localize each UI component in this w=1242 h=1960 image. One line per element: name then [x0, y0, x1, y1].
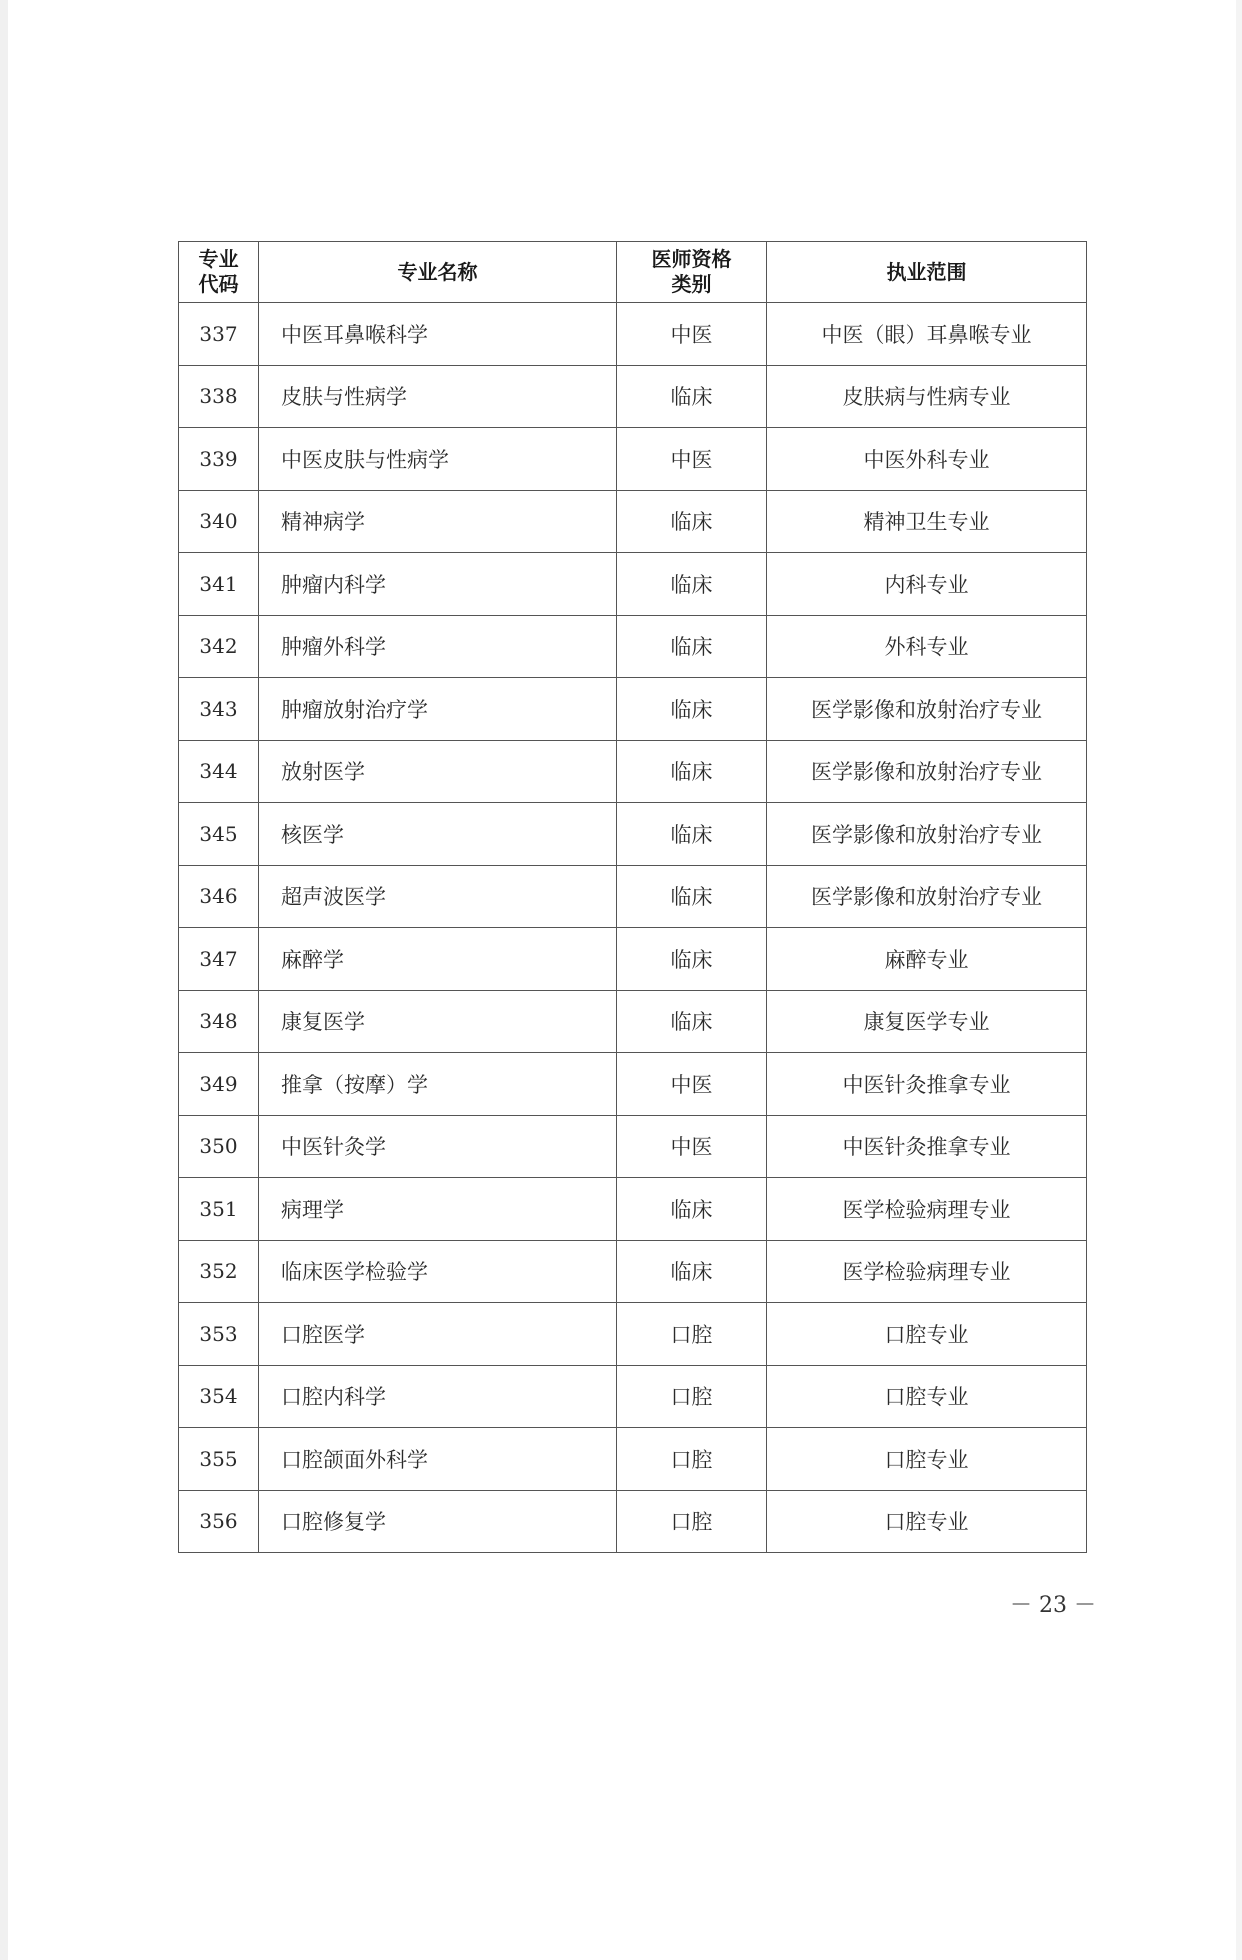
cell-scope: 医学影像和放射治疗专业	[767, 803, 1087, 866]
cell-name: 口腔医学	[259, 1303, 617, 1366]
table-row	[179, 803, 1087, 866]
cell-category: 口腔	[617, 1365, 767, 1428]
cell-code: 339	[179, 428, 259, 491]
header-name: 专业名称	[259, 242, 617, 303]
cell-code: 344	[179, 740, 259, 803]
table-row	[179, 740, 1087, 803]
header-scope: 执业范围	[767, 242, 1087, 303]
cell-scope: 内科专业	[767, 553, 1087, 616]
cell-name: 麻醉学	[259, 928, 617, 991]
cell-category: 临床	[617, 928, 767, 991]
cell-code: 349	[179, 1053, 259, 1116]
cell-code: 346	[179, 865, 259, 928]
table-row	[179, 615, 1087, 678]
cell-scope: 中医（眼）耳鼻喉专业	[767, 303, 1087, 366]
table-row	[179, 1490, 1087, 1553]
page-number: － 23 －	[1010, 1593, 1096, 1618]
cell-scope: 麻醉专业	[767, 928, 1087, 991]
cell-code: 353	[179, 1303, 259, 1366]
cell-category: 临床	[617, 803, 767, 866]
table-row	[179, 865, 1087, 928]
cell-name: 放射医学	[259, 740, 617, 803]
cell-code: 351	[179, 1178, 259, 1241]
table-row	[179, 1428, 1087, 1491]
table-row	[179, 365, 1087, 428]
cell-name: 临床医学检验学	[259, 1240, 617, 1303]
table-header	[179, 242, 1087, 303]
specialty-table	[178, 241, 1087, 1553]
cell-category: 临床	[617, 678, 767, 741]
cell-scope: 医学影像和放射治疗专业	[767, 740, 1087, 803]
table-row	[179, 928, 1087, 991]
header-code-line-1: 专业	[198, 247, 239, 271]
cell-name: 超声波医学	[259, 865, 617, 928]
table-row	[179, 553, 1087, 616]
header-row	[179, 242, 1087, 303]
cell-scope: 皮肤病与性病专业	[767, 365, 1087, 428]
cell-category: 临床	[617, 1240, 767, 1303]
cell-code: 340	[179, 490, 259, 553]
cell-category: 口腔	[617, 1428, 767, 1491]
cell-name: 肿瘤内科学	[259, 553, 617, 616]
cell-category: 临床	[617, 490, 767, 553]
cell-category: 中医	[617, 1115, 767, 1178]
cell-category: 临床	[617, 740, 767, 803]
cell-scope: 精神卫生专业	[767, 490, 1087, 553]
cell-code: 338	[179, 365, 259, 428]
cell-scope: 中医针灸推拿专业	[767, 1115, 1087, 1178]
cell-category: 口腔	[617, 1303, 767, 1366]
cell-scope: 口腔专业	[767, 1303, 1087, 1366]
cell-category: 临床	[617, 615, 767, 678]
cell-scope: 医学检验病理专业	[767, 1178, 1087, 1241]
table-row	[179, 1178, 1087, 1241]
cell-code: 352	[179, 1240, 259, 1303]
cell-name: 口腔内科学	[259, 1365, 617, 1428]
header-category	[617, 242, 767, 303]
cell-category: 临床	[617, 865, 767, 928]
cell-category: 中医	[617, 428, 767, 491]
cell-name: 肿瘤外科学	[259, 615, 617, 678]
cell-name: 中医耳鼻喉科学	[259, 303, 617, 366]
cell-code: 343	[179, 678, 259, 741]
cell-code: 354	[179, 1365, 259, 1428]
header-code	[179, 242, 259, 303]
cell-scope: 口腔专业	[767, 1428, 1087, 1491]
cell-code: 355	[179, 1428, 259, 1491]
cell-scope: 中医外科专业	[767, 428, 1087, 491]
cell-scope: 康复医学专业	[767, 990, 1087, 1053]
table-row	[179, 1115, 1087, 1178]
cell-name: 口腔颌面外科学	[259, 1428, 617, 1491]
cell-code: 348	[179, 990, 259, 1053]
table-row	[179, 428, 1087, 491]
cell-scope: 外科专业	[767, 615, 1087, 678]
header-category-line-1: 医师资格	[651, 247, 732, 271]
cell-name: 康复医学	[259, 990, 617, 1053]
table-row	[179, 1365, 1087, 1428]
cell-name: 中医针灸学	[259, 1115, 617, 1178]
cell-name: 肿瘤放射治疗学	[259, 678, 617, 741]
header-code-line-2: 代码	[198, 272, 239, 296]
cell-category: 口腔	[617, 1490, 767, 1553]
table-row	[179, 1303, 1087, 1366]
cell-name: 推拿（按摩）学	[259, 1053, 617, 1116]
cell-name: 口腔修复学	[259, 1490, 617, 1553]
cell-name: 病理学	[259, 1178, 617, 1241]
cell-code: 342	[179, 615, 259, 678]
cell-code: 347	[179, 928, 259, 991]
cell-scope: 中医针灸推拿专业	[767, 1053, 1087, 1116]
cell-category: 中医	[617, 1053, 767, 1116]
cell-scope: 医学影像和放射治疗专业	[767, 865, 1087, 928]
cell-category: 临床	[617, 1178, 767, 1241]
cell-name: 核医学	[259, 803, 617, 866]
header-category-line-2: 类别	[671, 272, 712, 296]
cell-scope: 医学影像和放射治疗专业	[767, 678, 1087, 741]
page-edge-right	[1236, 0, 1242, 1960]
cell-code: 350	[179, 1115, 259, 1178]
table-row	[179, 1053, 1087, 1116]
cell-category: 临床	[617, 365, 767, 428]
table-row	[179, 490, 1087, 553]
cell-code: 345	[179, 803, 259, 866]
table-row	[179, 678, 1087, 741]
cell-name: 中医皮肤与性病学	[259, 428, 617, 491]
table-row	[179, 303, 1087, 366]
table-row	[179, 990, 1087, 1053]
cell-category: 中医	[617, 303, 767, 366]
cell-code: 356	[179, 1490, 259, 1553]
cell-name: 皮肤与性病学	[259, 365, 617, 428]
cell-category: 临床	[617, 990, 767, 1053]
page-edge-left	[0, 0, 8, 1960]
table-row	[179, 1240, 1087, 1303]
cell-scope: 医学检验病理专业	[767, 1240, 1087, 1303]
cell-code: 341	[179, 553, 259, 616]
table-body	[179, 303, 1087, 1553]
cell-scope: 口腔专业	[767, 1365, 1087, 1428]
cell-code: 337	[179, 303, 259, 366]
cell-category: 临床	[617, 553, 767, 616]
cell-name: 精神病学	[259, 490, 617, 553]
cell-scope: 口腔专业	[767, 1490, 1087, 1553]
